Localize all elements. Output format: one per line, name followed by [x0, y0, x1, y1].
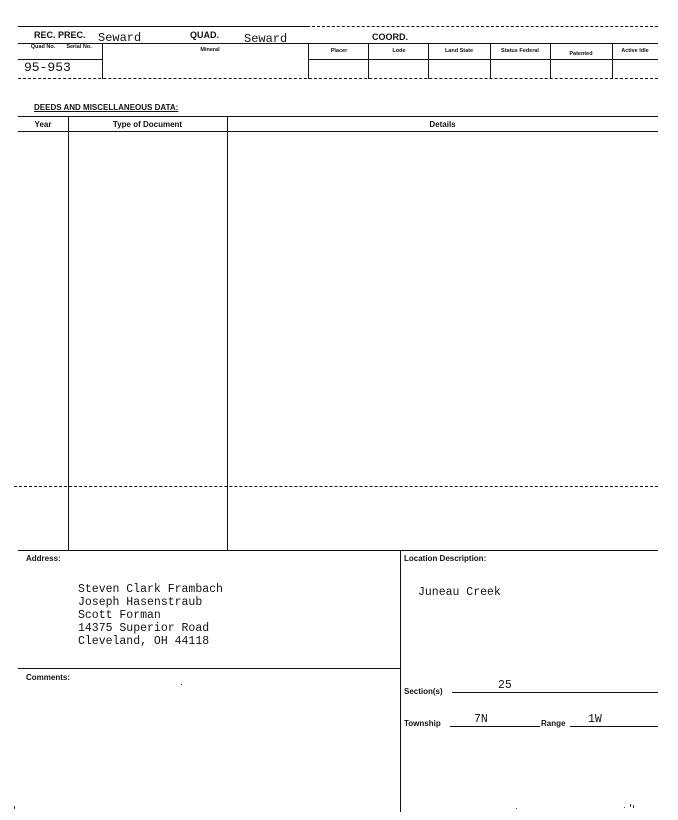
placer-label: Placer	[330, 48, 348, 54]
active-idle-label: Active Idle	[621, 48, 649, 54]
serial-no-label: Serial No.	[66, 44, 92, 50]
sections-label: Section(s)	[404, 687, 443, 696]
col-type-header: Type of Document	[112, 120, 183, 129]
range-label: Range	[541, 719, 566, 728]
address-line-3: Scott Forman	[78, 609, 161, 622]
mineral-label: Mineral	[200, 47, 220, 53]
sections-value: 25	[498, 679, 512, 692]
scan-speck	[516, 808, 517, 809]
scan-speck	[14, 806, 15, 809]
comments-label: Comments:	[26, 673, 71, 682]
quad-no-value: 95-953	[24, 60, 71, 75]
patented-label: Patented	[569, 51, 593, 57]
address-line-1: Steven Clark Frambach	[78, 583, 223, 596]
address-line-5: Cleveland, OH 44118	[78, 635, 210, 648]
address-line-2: Joseph Hasenstraub	[78, 596, 203, 609]
quad-value: Seward	[244, 32, 288, 46]
location-description-label: Location Description:	[404, 554, 487, 563]
scan-speck	[624, 807, 625, 808]
scan-speck	[181, 684, 182, 685]
land-state-label: Land State	[444, 48, 474, 54]
township-label: Township	[404, 719, 441, 728]
deeds-section-title: DEEDS AND MISCELLANEOUS DATA:	[34, 103, 179, 112]
status-federal-label: Status Federal	[501, 48, 539, 54]
col-details-header: Details	[429, 120, 456, 129]
lode-label: Lode	[392, 48, 406, 54]
col-year-header: Year	[34, 120, 52, 129]
quad-no-label: Quad No.	[30, 44, 56, 50]
address-line-4: 14375 Superior Road	[78, 622, 210, 635]
coord-label: COORD.	[372, 32, 408, 42]
rec-prec-value: Seward	[98, 31, 142, 45]
address-label: Address:	[26, 554, 61, 563]
quad-label: QUAD.	[190, 30, 219, 40]
rec-prec-label: REC. PREC.	[34, 30, 86, 40]
township-value: 7N	[474, 713, 488, 726]
location-description-value: Juneau Creek	[418, 586, 501, 599]
scan-speck	[633, 805, 634, 808]
scan-speck	[630, 804, 631, 807]
range-value: 1W	[588, 713, 602, 726]
